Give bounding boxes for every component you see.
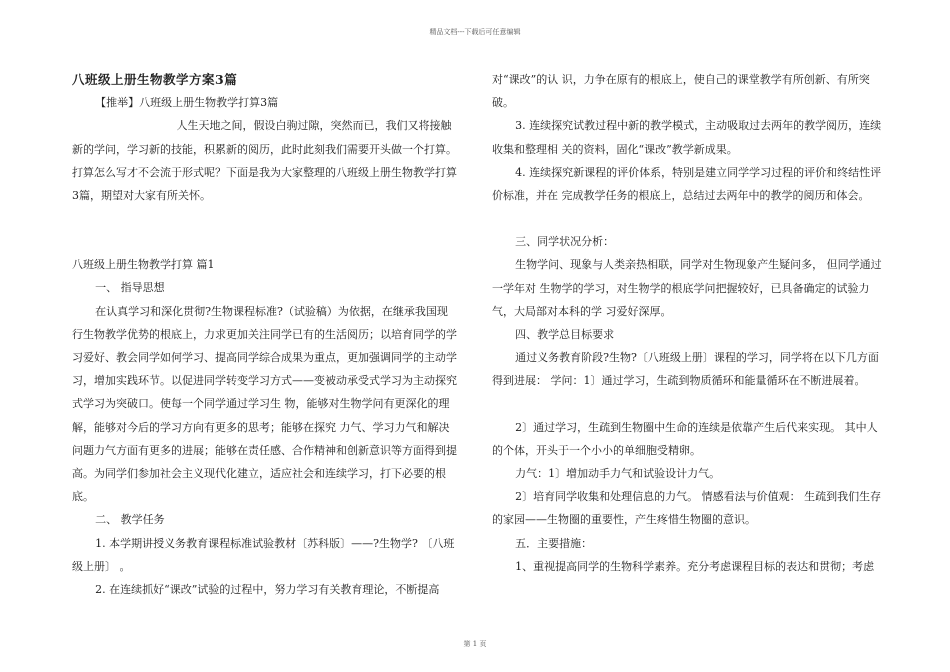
section-4-point-3: 力气：1〕增加动手力气和试验设计力气。	[515, 467, 721, 481]
section-2-item-2: 2. 在连续抓好“课改”试验的过程中，努力学习有关教育理论，不断提高	[95, 583, 440, 597]
right-column	[492, 68, 887, 578]
continued-paragraph: 对“课改”的认 识，力争在原有的根底上，使自己的课堂教学有所创新、有所突破。	[492, 73, 870, 110]
page-footer: 第 1 页	[463, 640, 487, 648]
section-1-heading: 一、 指导思想	[95, 281, 165, 295]
section-4-point-4: 2〕培育同学收集和处理信息的力气。 情感看法与价值观： 生疏到我们生存的家园——生物圈的重要性，产生疼惜生物圈的意识。	[492, 490, 882, 527]
recommend-line: 【推举】八班级上册生物教学打算3篇	[95, 96, 279, 110]
section-3-body: 生物学问、现象与人类亲热相联，同学对生物现象产生疑问多， 但同学通过一学年对 生物学的学习，对生物学的根底学问把握较好，已具备确定的试验力气，大局部对本科的学 习爱好深厚。	[492, 258, 882, 318]
section-5-heading: 五．主要措施：	[515, 536, 593, 550]
section-1-body: 在认真学习和深化贯彻?生物课程标准?（试验稿）为依据，在继承我国现行生物教学优势的根底上，力求更加关注同学已有的生活阅历；以培育同学的学习爱好、教会同学如何学习、提高同学综合成果为重点，更加强调同学的主动学习，增加实践环节。以促进同学转变学习方式——变被动承受式学习为主动探究式学习为突破口。使每一个同学通过学习生 物，能够对生物学问有更深化的理解，能够对今后的学习方向有更多的思考；能够在探究 力气、学习力气和解决问题力气方面有更多的进展；能够在责任感、合作精神和创新意识等方面得到提高。为同学们参加社会主义现代化建立，适应社会和连续学习，打下必要的根底。	[72, 304, 457, 504]
section-2-item-1: 1. 本学期讲授义务教育课程标准试验教材〔苏科版〕——?生物学? 〔八班级上册〕 。	[72, 536, 455, 573]
section-2-heading: 二、 教学任务	[95, 513, 165, 527]
section-4-point-2: 2〕通过学习，生疏到生物圈中生命的连续是依靠产生后代来实现。 其中人的个体，开头于一个小小的单细胞受精卵。	[492, 420, 878, 457]
section-3-heading: 三、同学状况分析：	[515, 235, 615, 249]
section-5-item-1: 1、重视提高同学的生物科学素养。充分考虑课程目标的表达和贯彻；考虑	[515, 559, 875, 573]
document-title: 八班级上册生物教学方案3篇	[72, 72, 238, 87]
section-2-item-3: 3. 连续探究试教过程中新的教学模式，主动吸取过去两年的教学阅历，连续收集和整理相 关的资料，固化“课改”教学新成果。	[492, 119, 882, 156]
section-4-body: 通过义务教育阶段?生物?〔八班级上册〕课程的学习，同学将在以下几方面得到进展： 学问：1〕通过学习，生疏到物质循环和能量循环在不断进展着。	[492, 351, 879, 388]
page-header: 精品文档---下载后可任意编辑	[429, 28, 521, 36]
section-4-heading: 四、教学总目标要求	[515, 328, 615, 342]
left-column	[72, 68, 457, 601]
plan-title: 八班级上册生物教学打算 篇1	[72, 258, 215, 272]
section-2-item-4: 4. 连续探究新课程的评价体系，特别是建立同学学习过程的评价和终结性评价标准，并在 完成教学任务的根底上，总结过去两年中的教学的阅历和体会。	[492, 165, 882, 203]
intro-paragraph: 人生天地之间，假设白驹过隙，突然而已，我们又将接触新的学问，学习新的技能，积累新的阅历，此时此刻我们需要开头做一个打算。打算怎么写才不会流于形式呢？下面是我为大家整理的八班级上册生物教学打算3篇，期望对大家有所关怀。	[72, 119, 457, 203]
